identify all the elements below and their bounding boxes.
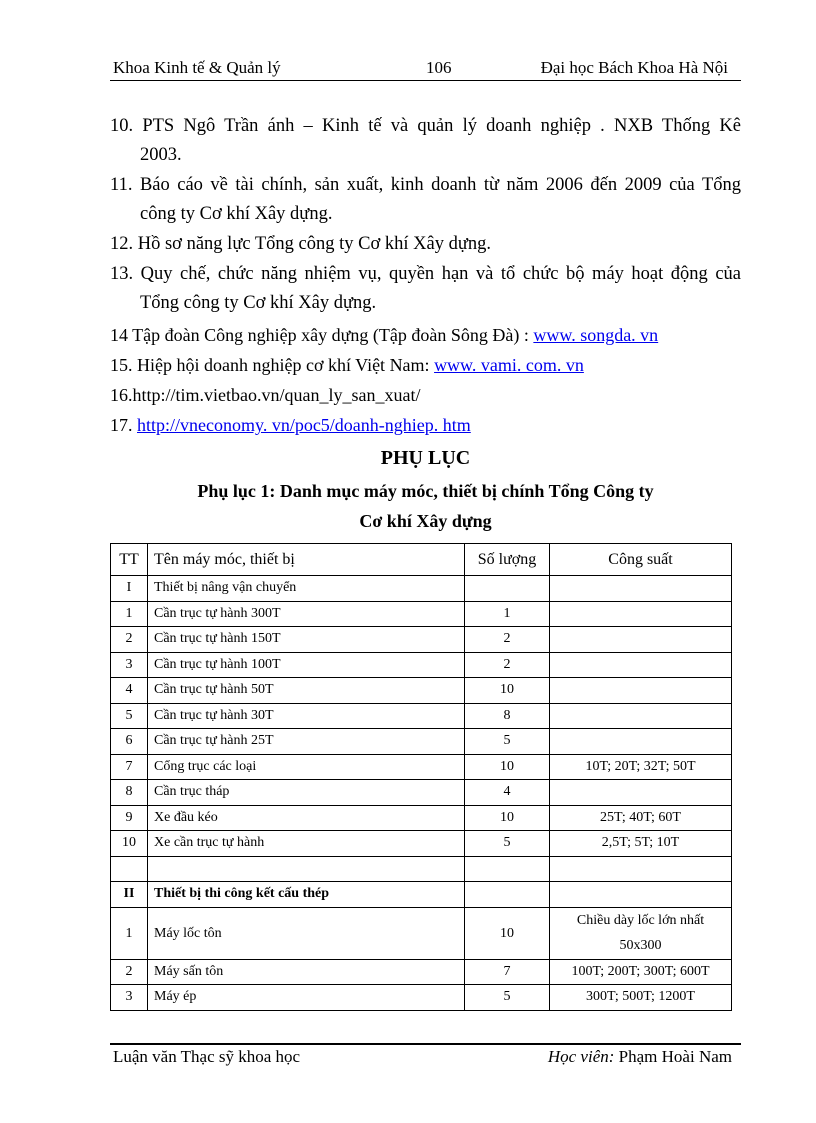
reference-10 bbox=[110, 112, 741, 170]
cell-name: Cần trục tự hành 25T bbox=[148, 729, 465, 755]
cell-quantity: 10 bbox=[465, 907, 550, 959]
cell-quantity: 10 bbox=[465, 754, 550, 780]
footer-rule bbox=[110, 1043, 741, 1045]
cell-name: Cần trục tự hành 100T bbox=[148, 652, 465, 678]
reference-text: 17. bbox=[110, 415, 137, 435]
equipment-table bbox=[110, 543, 732, 1011]
cell-name: Cần trục tự hành 50T bbox=[148, 678, 465, 704]
cell-quantity bbox=[465, 856, 550, 882]
cell-name: Cần trục tự hành 30T bbox=[148, 703, 465, 729]
cell-name: Máy sấn tôn bbox=[148, 959, 465, 985]
table-row bbox=[111, 601, 732, 627]
cell-capacity bbox=[550, 856, 732, 882]
table-row bbox=[111, 959, 732, 985]
table-row bbox=[111, 805, 732, 831]
cell-tt: 2 bbox=[111, 959, 148, 985]
cell-tt: 3 bbox=[111, 652, 148, 678]
table-row bbox=[111, 703, 732, 729]
cell-capacity bbox=[550, 703, 732, 729]
header-right: Đại học Bách Khoa Hà Nội bbox=[540, 58, 728, 77]
cell-tt: 9 bbox=[111, 805, 148, 831]
cell-quantity: 5 bbox=[465, 985, 550, 1011]
reference-17 bbox=[110, 411, 741, 440]
cell-quantity bbox=[465, 882, 550, 908]
cell-quantity: 8 bbox=[465, 703, 550, 729]
cell-name: Cần trục tự hành 150T bbox=[148, 627, 465, 653]
cell-name: Xe cần trục tự hành bbox=[148, 831, 465, 857]
cell-tt: 8 bbox=[111, 780, 148, 806]
table-row bbox=[111, 882, 732, 908]
cell-quantity: 2 bbox=[465, 652, 550, 678]
cell-tt: II bbox=[111, 882, 148, 908]
cell-tt bbox=[111, 856, 148, 882]
cell-capacity bbox=[550, 780, 732, 806]
cell-name: Máy lốc tôn bbox=[148, 907, 465, 959]
table-row bbox=[111, 576, 732, 602]
cell-tt: 4 bbox=[111, 678, 148, 704]
cell-capacity: 10T; 20T; 32T; 50T bbox=[550, 754, 732, 780]
reference-line: 2003. bbox=[140, 145, 182, 165]
header-cell-quantity: Số lượng bbox=[465, 544, 550, 576]
table-row bbox=[111, 729, 732, 755]
cell-name: Máy ép bbox=[148, 985, 465, 1011]
cell-tt: I bbox=[111, 576, 148, 602]
cell-tt: 7 bbox=[111, 754, 148, 780]
footer-right bbox=[548, 1047, 732, 1067]
cell-name: Thiết bị thi công kết cấu thép bbox=[148, 882, 465, 908]
cell-tt: 2 bbox=[111, 627, 148, 653]
cell-tt: 5 bbox=[111, 703, 148, 729]
header-cell-tt: TT bbox=[111, 544, 148, 576]
cell-capacity: Chiều dày lốc lớn nhất 50x300 bbox=[550, 907, 732, 959]
cell-capacity bbox=[550, 729, 732, 755]
cell-capacity: 100T; 200T; 300T; 600T bbox=[550, 959, 732, 985]
reference-12 bbox=[110, 230, 741, 259]
cell-quantity: 10 bbox=[465, 805, 550, 831]
table-row bbox=[111, 754, 732, 780]
cell-capacity bbox=[550, 601, 732, 627]
vneconomy-link[interactable]: http://vneconomy. vn/poc5/doanh-nghiep. htm bbox=[137, 415, 471, 435]
reference-line: 10. PTS Ngô Trần ánh – Kinh tế và quản lý doanh nghiệp . NXB Thống Kê bbox=[110, 116, 741, 136]
reference-text: 16.http://tim.vietbao.vn/quan_ly_san_xuat/ bbox=[110, 385, 421, 405]
cell-tt: 3 bbox=[111, 985, 148, 1011]
cell-capacity: 300T; 500T; 1200T bbox=[550, 985, 732, 1011]
table-row bbox=[111, 856, 732, 882]
cell-capacity bbox=[550, 882, 732, 908]
appendix-title: PHỤ LỤC bbox=[380, 447, 471, 469]
cell-capacity bbox=[550, 627, 732, 653]
cell-quantity: 7 bbox=[465, 959, 550, 985]
vami-link[interactable]: www. vami. com. vn bbox=[434, 355, 584, 375]
cell-name: Thiết bị nâng vận chuyển bbox=[148, 576, 465, 602]
songda-link[interactable]: www. songda. vn bbox=[533, 325, 659, 345]
footer-left: Luận văn Thạc sỹ khoa học bbox=[113, 1047, 301, 1066]
reference-line: 13. Quy chế, chức năng nhiệm vụ, quyền hạn và tổ chức bộ máy hoạt động của bbox=[110, 264, 741, 284]
cell-tt: 6 bbox=[111, 729, 148, 755]
table-row bbox=[111, 652, 732, 678]
reference-text: 14 Tập đoàn Công nghiệp xây dựng (Tập đoàn Sông Đà) : bbox=[110, 325, 534, 345]
table-row bbox=[111, 985, 732, 1011]
table-row bbox=[111, 678, 732, 704]
header-left: Khoa Kinh tế & Quản lý bbox=[113, 58, 281, 77]
page-number: 106 bbox=[426, 58, 452, 77]
reference-line: công ty Cơ khí Xây dựng. bbox=[140, 204, 333, 224]
footer-student-name: Phạm Hoài Nam bbox=[614, 1047, 732, 1066]
cell-name: Xe đầu kéo bbox=[148, 805, 465, 831]
cell-name: Cổng trục các loại bbox=[148, 754, 465, 780]
cell-quantity: 4 bbox=[465, 780, 550, 806]
cell-tt: 1 bbox=[111, 601, 148, 627]
table-row bbox=[111, 780, 732, 806]
table-row bbox=[111, 627, 732, 653]
table-row bbox=[111, 907, 732, 959]
header-rule bbox=[110, 80, 741, 81]
header-cell-capacity: Công suất bbox=[550, 544, 732, 576]
table-row bbox=[111, 831, 732, 857]
reference-14 bbox=[110, 321, 741, 350]
cell-capacity bbox=[550, 652, 732, 678]
cell-capacity bbox=[550, 576, 732, 602]
cell-quantity: 1 bbox=[465, 601, 550, 627]
cell-capacity bbox=[550, 678, 732, 704]
cell-tt: 1 bbox=[111, 907, 148, 959]
reference-13 bbox=[110, 260, 741, 318]
footer-label: Học viên: bbox=[547, 1047, 615, 1066]
table-header-row bbox=[111, 544, 732, 576]
cell-quantity: 5 bbox=[465, 729, 550, 755]
reference-15 bbox=[110, 351, 741, 380]
reference-11 bbox=[110, 171, 741, 229]
appendix-subtitle-line1: Phụ lục 1: Danh mục máy móc, thiết bị chính Tổng Công ty bbox=[197, 481, 654, 501]
cell-tt: 10 bbox=[111, 831, 148, 857]
appendix-subtitle-line2: Cơ khí Xây dựng bbox=[359, 511, 492, 531]
cell-quantity bbox=[465, 576, 550, 602]
table-body bbox=[111, 576, 732, 1011]
reference-text: 15. Hiệp hội doanh nghiệp cơ khí Việt Nam: bbox=[110, 355, 435, 375]
cell-capacity: 25T; 40T; 60T bbox=[550, 805, 732, 831]
reference-16 bbox=[110, 381, 741, 410]
cell-quantity: 2 bbox=[465, 627, 550, 653]
cell-quantity: 10 bbox=[465, 678, 550, 704]
cell-name: Cần trục tự hành 300T bbox=[148, 601, 465, 627]
reference-line: 12. Hồ sơ năng lực Tổng công ty Cơ khí Xây dựng. bbox=[110, 234, 491, 254]
reference-line: 11. Báo cáo về tài chính, sản xuất, kinh doanh từ năm 2006 đến 2009 của Tổng bbox=[110, 175, 741, 195]
cell-capacity: 2,5T; 5T; 10T bbox=[550, 831, 732, 857]
cell-name: Cần trục tháp bbox=[148, 780, 465, 806]
header-cell-name: Tên máy móc, thiết bị bbox=[148, 544, 465, 576]
reference-line: Tổng công ty Cơ khí Xây dựng. bbox=[140, 293, 377, 313]
cell-quantity: 5 bbox=[465, 831, 550, 857]
cell-name bbox=[148, 856, 465, 882]
